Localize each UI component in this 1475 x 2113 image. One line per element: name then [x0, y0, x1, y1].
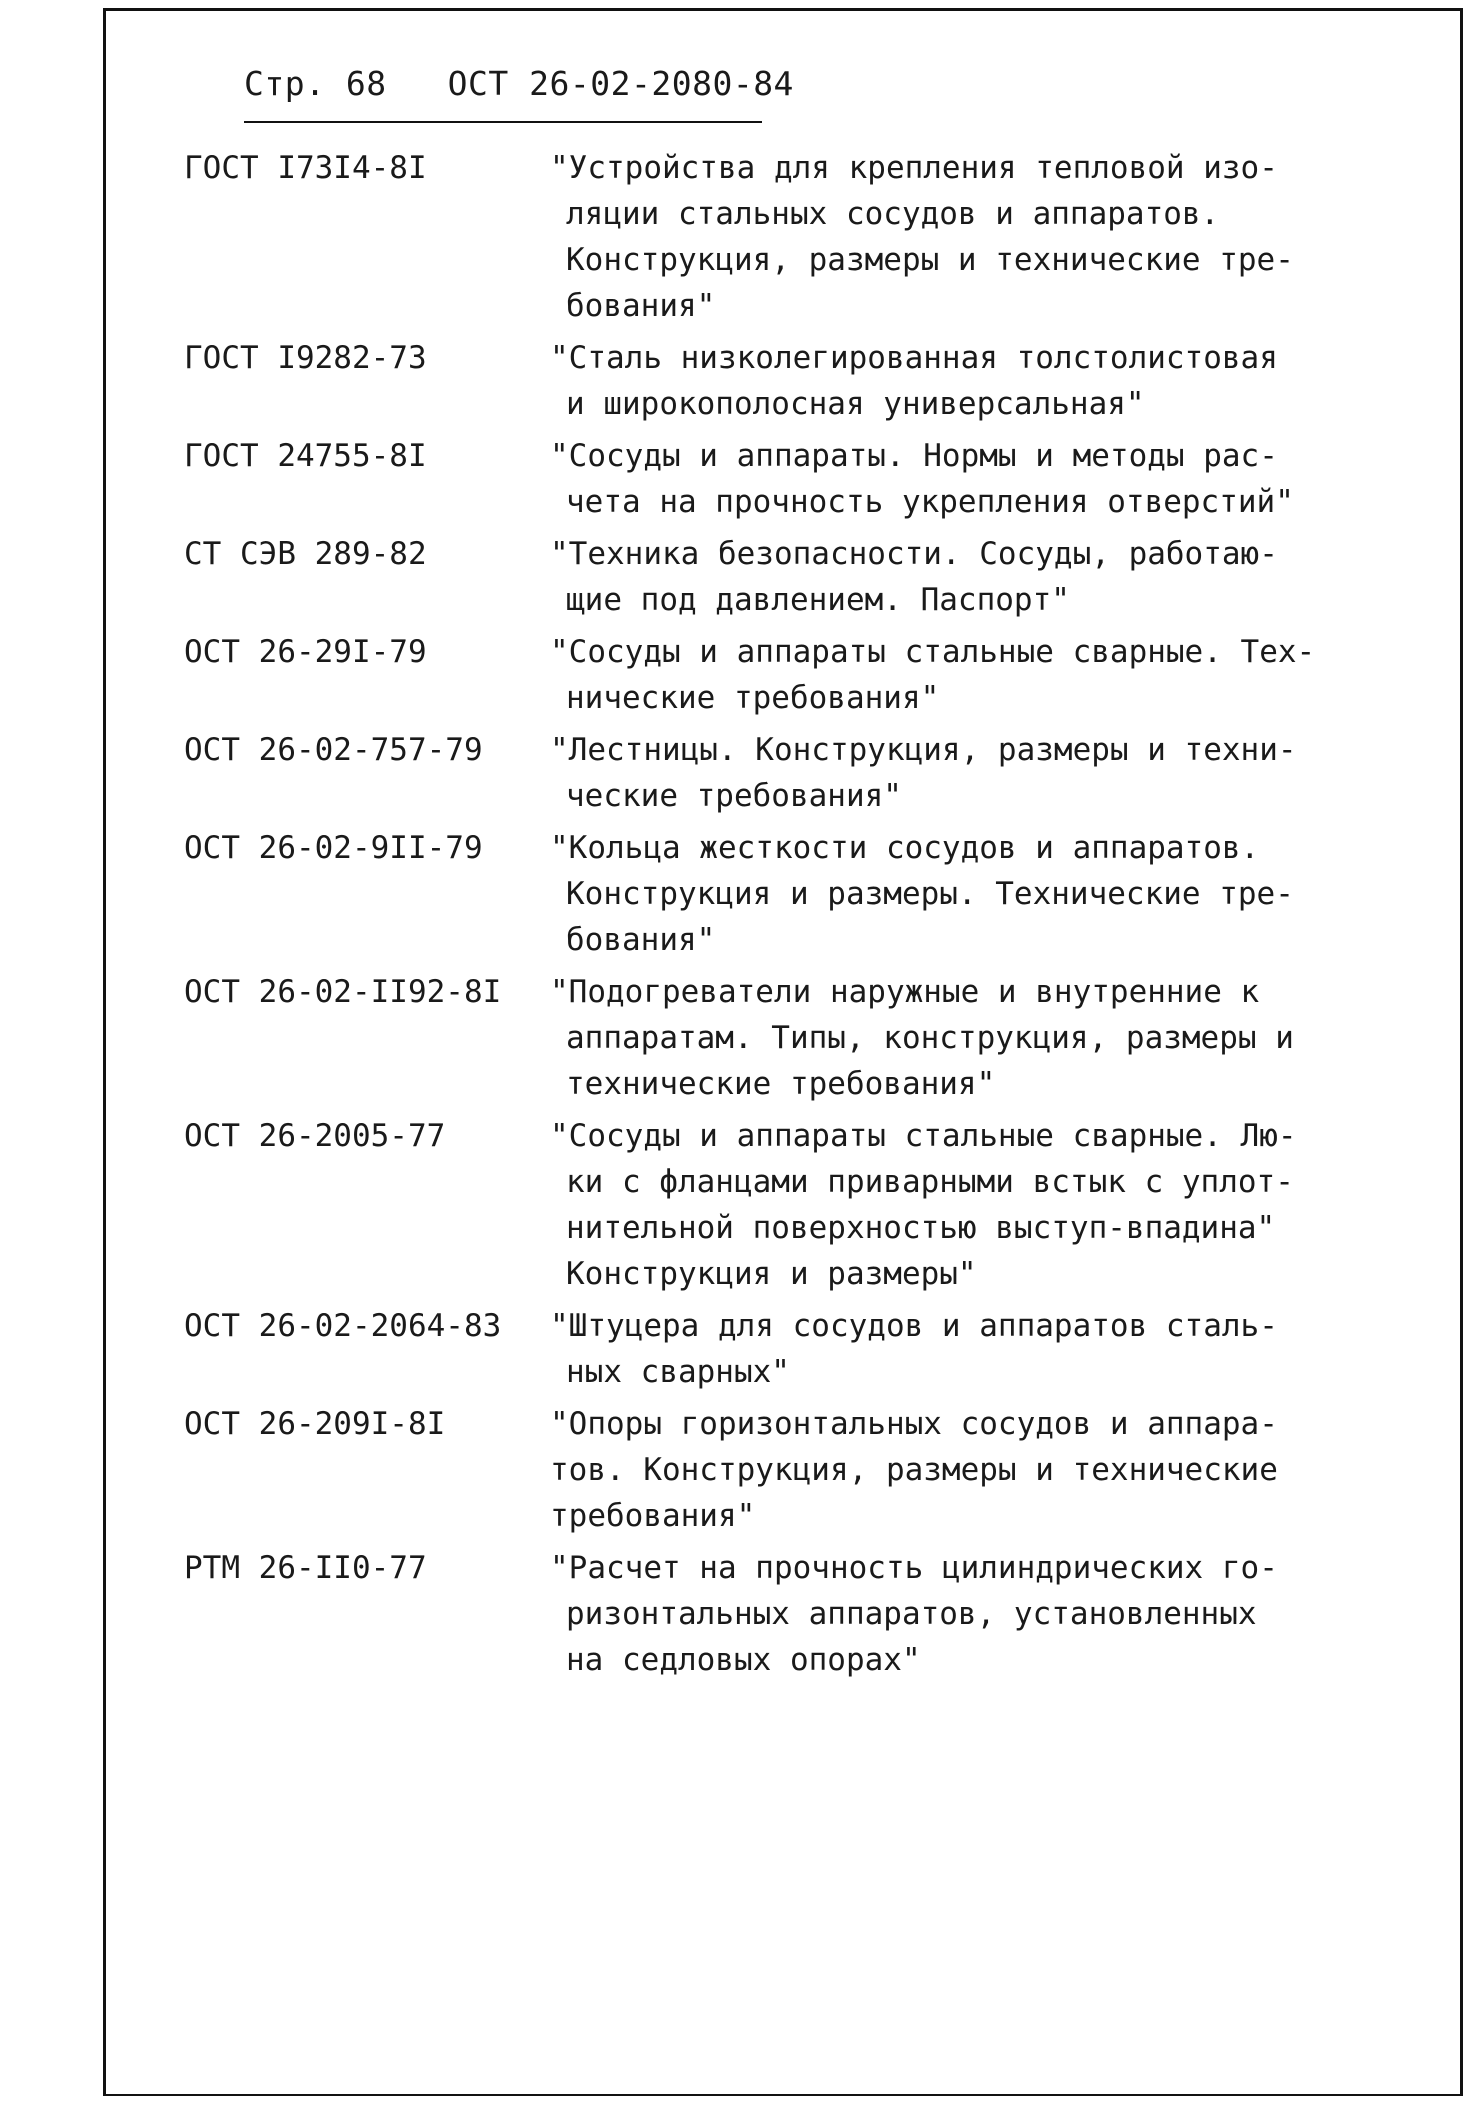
reference-title-line: "Штуцера для сосудов и аппаратов сталь-: [550, 1308, 1278, 1344]
reference-title-line: чета на прочность укрепления отверстий": [566, 484, 1294, 520]
page-header: Стр. 68 ОСТ 26-02-2080-84: [244, 64, 794, 103]
reference-title-line: нительной поверхностью выступ-впадина": [566, 1210, 1276, 1246]
reference-title-line: бования": [566, 288, 716, 324]
reference-title-line: "Лестницы. Конструкция, размеры и техни-: [550, 732, 1297, 768]
reference-title-line: Конструкция и размеры": [566, 1256, 977, 1292]
reference-title: [550, 145, 1414, 329]
reference-row: [184, 727, 1414, 819]
reference-title: [550, 727, 1414, 819]
reference-title-line: и широкополосная универсальная": [566, 386, 1145, 422]
reference-title-line: "Сосуды и аппараты стальные сварные. Лю-: [550, 1118, 1297, 1154]
reference-code: ГОСТ I73I4-8I: [184, 150, 427, 186]
reference-row: [184, 531, 1414, 623]
reference-title-line: Конструкция, размеры и технические тре-: [566, 242, 1294, 278]
reference-code: СТ СЭВ 289-82: [184, 536, 427, 572]
reference-title: [550, 825, 1414, 963]
reference-code: РТМ 26-II0-77: [184, 1550, 427, 1586]
reference-title-line: "Сосуды и аппараты. Нормы и методы рас-: [550, 438, 1278, 474]
reference-code: ОСТ 26-209I-8I: [184, 1406, 446, 1442]
reference-title: [550, 433, 1414, 525]
reference-title-line: "Опоры горизонтальных сосудов и аппара-: [550, 1406, 1278, 1442]
reference-code: ОСТ 26-02-9II-79: [184, 830, 483, 866]
reference-code: ОСТ 26-29I-79: [184, 634, 427, 670]
reference-row: [184, 1545, 1414, 1683]
reference-title-line: аппаратам. Типы, конструкция, размеры и: [566, 1020, 1294, 1056]
reference-row: [184, 145, 1414, 329]
reference-title: [550, 1401, 1414, 1539]
reference-title-line: ризонтальных аппаратов, установленных: [566, 1596, 1257, 1632]
reference-row: [184, 969, 1414, 1107]
reference-title-line: Конструкция и размеры. Технические тре-: [566, 876, 1294, 912]
reference-title-line: "Подогреватели наружные и внутренние к: [550, 974, 1260, 1010]
reference-row: [184, 629, 1414, 721]
reference-title-line: "Техника безопасности. Сосуды, работаю-: [550, 536, 1278, 572]
reference-code: ОСТ 26-02-757-79: [184, 732, 483, 768]
reference-title: [550, 531, 1414, 623]
reference-row: [184, 335, 1414, 427]
reference-title: [550, 629, 1414, 721]
reference-code: ОСТ 26-02-2064-83: [184, 1308, 502, 1344]
reference-code: ОСТ 26-2005-77: [184, 1118, 446, 1154]
reference-title-line: "Устройства для крепления тепловой изо-: [550, 150, 1278, 186]
reference-title-line: нические требования": [566, 680, 940, 716]
reference-title: [550, 1545, 1414, 1683]
reference-title-line: на седловых опорах": [566, 1642, 921, 1678]
reference-title: [550, 969, 1414, 1107]
reference-title-line: щие под давлением. Паспорт": [566, 582, 1070, 618]
reference-code: ОСТ 26-02-II92-8I: [184, 974, 502, 1010]
reference-title: [550, 335, 1414, 427]
reference-title-line: бования": [566, 922, 716, 958]
reference-row: [184, 433, 1414, 525]
reference-row: [184, 1113, 1414, 1297]
reference-list: [184, 145, 1414, 1689]
reference-title-line: "Сосуды и аппараты стальные сварные. Тех-: [550, 634, 1316, 670]
reference-title-line: "Сталь низколегированная толстолистовая: [550, 340, 1278, 376]
reference-title-line: "Расчет на прочность цилиндрических го-: [550, 1550, 1278, 1586]
reference-title-line: ных сварных": [566, 1354, 790, 1390]
header-underline: [244, 121, 762, 123]
reference-title: [550, 1113, 1414, 1297]
reference-title-line: технические требования": [566, 1066, 996, 1102]
reference-title: [550, 1303, 1414, 1395]
reference-row: [184, 1303, 1414, 1395]
reference-row: [184, 825, 1414, 963]
reference-code: ГОСТ I9282-73: [184, 340, 427, 376]
reference-code: ГОСТ 24755-8I: [184, 438, 427, 474]
reference-title-line: ческие требования": [566, 778, 902, 814]
reference-title-line: ки с фланцами приварными встык с уплот-: [566, 1164, 1294, 1200]
reference-title-line: ляции стальных сосудов и аппаратов.: [566, 196, 1220, 232]
reference-title-line: требования": [550, 1498, 756, 1534]
reference-title-line: тов. Конструкция, размеры и технические: [550, 1452, 1278, 1488]
reference-row: [184, 1401, 1414, 1539]
reference-title-line: "Кольца жесткости сосудов и аппаратов.: [550, 830, 1260, 866]
